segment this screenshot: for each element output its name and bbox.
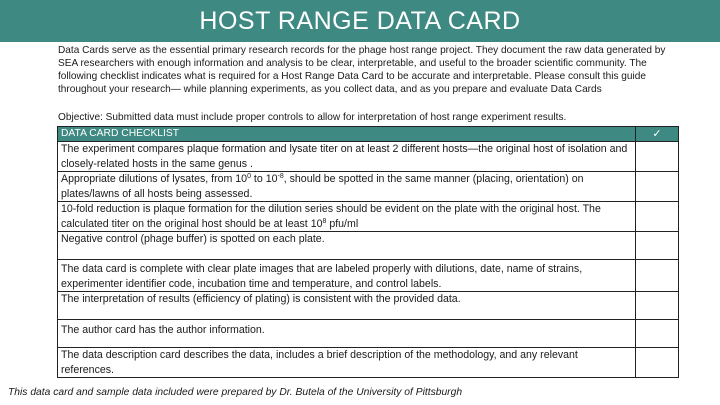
checklist-item-text: Appropriate dilutions of lysates, from $10^0$ to $10^{-8}$, should be spotted in the same manner (placing, orientation) on plates/lawns of all hosts being assessed. (58, 172, 636, 202)
checklist-check-cell[interactable] (636, 320, 679, 348)
checklist-item-text: The interpretation of results (efficiency of plating) is consistent with the provided data. (58, 292, 636, 320)
checklist-check-cell[interactable] (636, 142, 679, 172)
objective-text: Objective: Submitted data must include proper controls to allow for interpretation of host range experiment results. (58, 112, 567, 123)
checklist-table (57, 126, 679, 378)
intro-paragraph: Data Cards serve as the essential primary research records for the phage host range project. They document the raw data generated by SEA researchers with enough information and analysis to be clear, interpretable, and useful to the broader scientific community. The following checklist indicates what is required for a Host Range Data Card to be accurate and interpretable. Please consult this guide throughout your research— while planning experiments, as you collect data, and as you prepare and evaluate Data Cards (58, 45, 666, 96)
checklist-row (58, 232, 679, 260)
checklist-row (58, 260, 679, 292)
checklist-row (58, 292, 679, 320)
checklist-header-row (58, 127, 679, 142)
checklist-check-cell[interactable] (636, 232, 679, 260)
checklist-header-label: DATA CARD CHECKLIST (58, 127, 636, 142)
checklist-check-cell[interactable] (636, 202, 679, 232)
checklist-row (58, 320, 679, 348)
checkmark-icon: ✓ (636, 127, 679, 142)
checklist-item-text: The author card has the author information. (58, 320, 636, 348)
checklist-item-text: Negative control (phage buffer) is spotted on each plate. (58, 232, 636, 260)
checklist-row (58, 202, 679, 232)
checklist-check-cell[interactable] (636, 172, 679, 202)
checklist-row (58, 172, 679, 202)
page-title: HOST RANGE DATA CARD (199, 6, 521, 35)
checklist-item-text: The data card is complete with clear plate images that are labeled properly with dilutions, date, name of strains, experimenter identifier code, incubation time and temperature, and control labels. (58, 260, 636, 292)
checklist-check-cell[interactable] (636, 292, 679, 320)
checklist-row (58, 142, 679, 172)
checklist-check-cell[interactable] (636, 348, 679, 378)
footer-credit: This data card and sample data included were prepared by Dr. Butela of the University of Pittsburgh (8, 387, 463, 398)
checklist-check-cell[interactable] (636, 260, 679, 292)
checklist-row (58, 348, 679, 378)
title-banner (0, 0, 720, 42)
checklist-item-text: The data description card describes the data, includes a brief description of the methodology, and any relevant references. (58, 348, 636, 378)
checklist-item-text: 10-fold reduction is plaque formation for the dilution series should be evident on the plate with the original host. The calculated titer on the original host should be at least $10^8$ pfu/ml (58, 202, 636, 232)
checklist-item-text: The experiment compares plaque formation and lysate titer on at least 2 different hosts—the original host of isolation and closely-related hosts in the same genus . (58, 142, 636, 172)
